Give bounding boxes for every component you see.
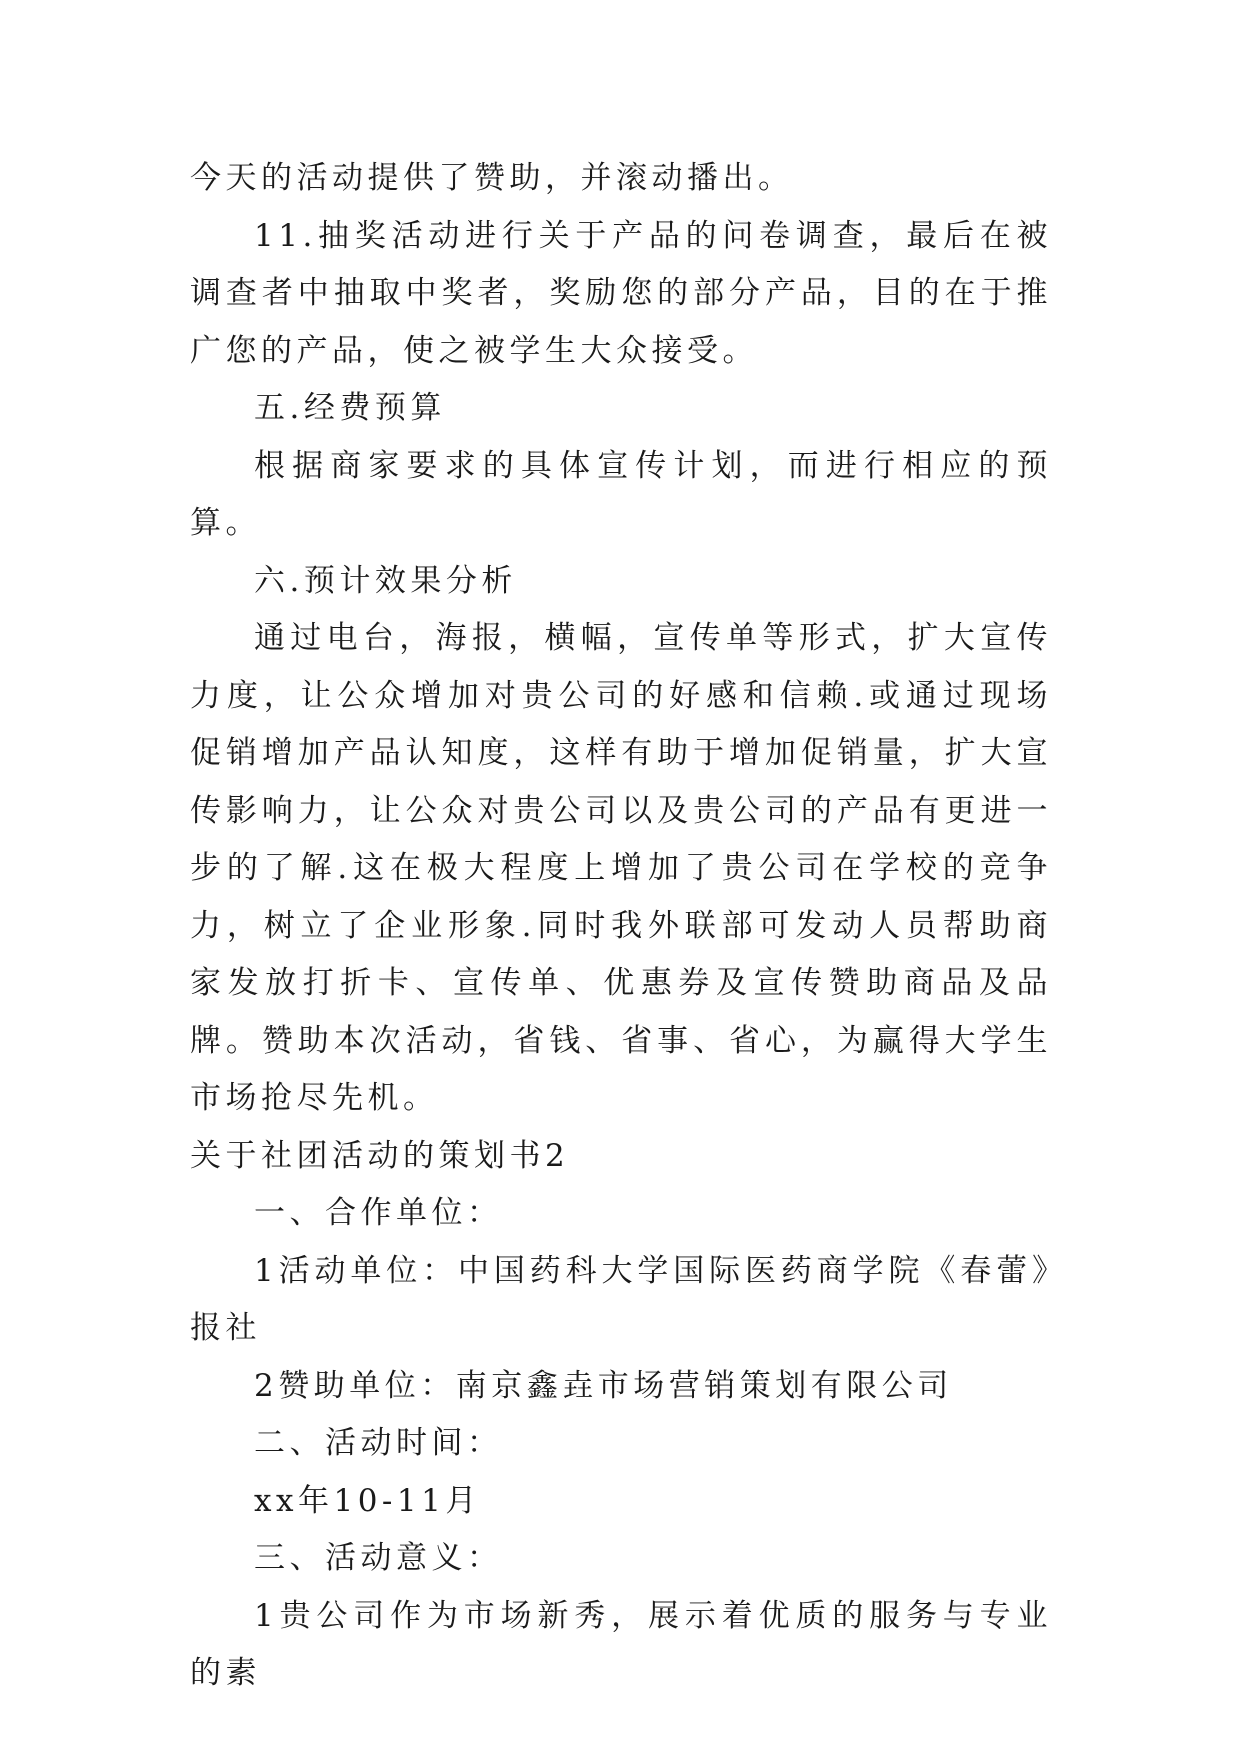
paragraph-time: xx年10-11月 — [254, 1482, 481, 1519]
section-heading-partners: 一、合作单位： — [254, 1195, 503, 1231]
document-body — [190, 150, 1052, 1703]
section-heading-budget: 五.经费预算 — [254, 390, 446, 426]
paragraph-budget: 根据商家要求的具体宣传计划，而进行相应的预算。 — [190, 447, 1052, 541]
paragraph-sponsor: 2赞助单位：南京鑫垚市场营销策划有限公司 — [254, 1367, 953, 1404]
paragraph-continuation: 今天的活动提供了赞助，并滚动播出。 — [190, 160, 794, 196]
paragraph-significance-1: 1贵公司作为市场新秀，展示着优质的服务与专业的素 — [190, 1597, 1052, 1691]
paragraph-organizer: 1活动单位：中国药科大学国际医药商学院《春蕾》报社 — [190, 1252, 1052, 1346]
paragraph-effect-analysis: 通过电台，海报，横幅，宣传单等形式，扩大宣传力度，让公众增加对贵公司的好感和信赖.或通过现场促销增加产品认知度，这样有助于增加促销量，扩大宣传影响力，让公众对贵公司以及贵公司的产品有更进一步的了解.这在极大程度上增加了贵公司在学校的竞争力，树立了企业形象.同时我外联部可发动人员帮助商家发放打折卡、宣传单、优惠券及宣传赞助商品及品牌。赞助本次活动，省钱、省事、省心，为赢得大学生市场抢尽先机。 — [190, 620, 1052, 1116]
section-heading-significance: 三、活动意义： — [254, 1540, 503, 1576]
paragraph-item-11: 11.抽奖活动进行关于产品的问卷调查，最后在被调查者中抽取中奖者，奖励您的部分产品，目的在于推广您的产品，使之被学生大众接受。 — [190, 217, 1052, 369]
section-heading-effect-analysis: 六.预计效果分析 — [254, 562, 517, 599]
section-heading-time: 二、活动时间： — [254, 1425, 503, 1461]
document-title-2: 关于社团活动的策划书2 — [190, 1137, 570, 1174]
